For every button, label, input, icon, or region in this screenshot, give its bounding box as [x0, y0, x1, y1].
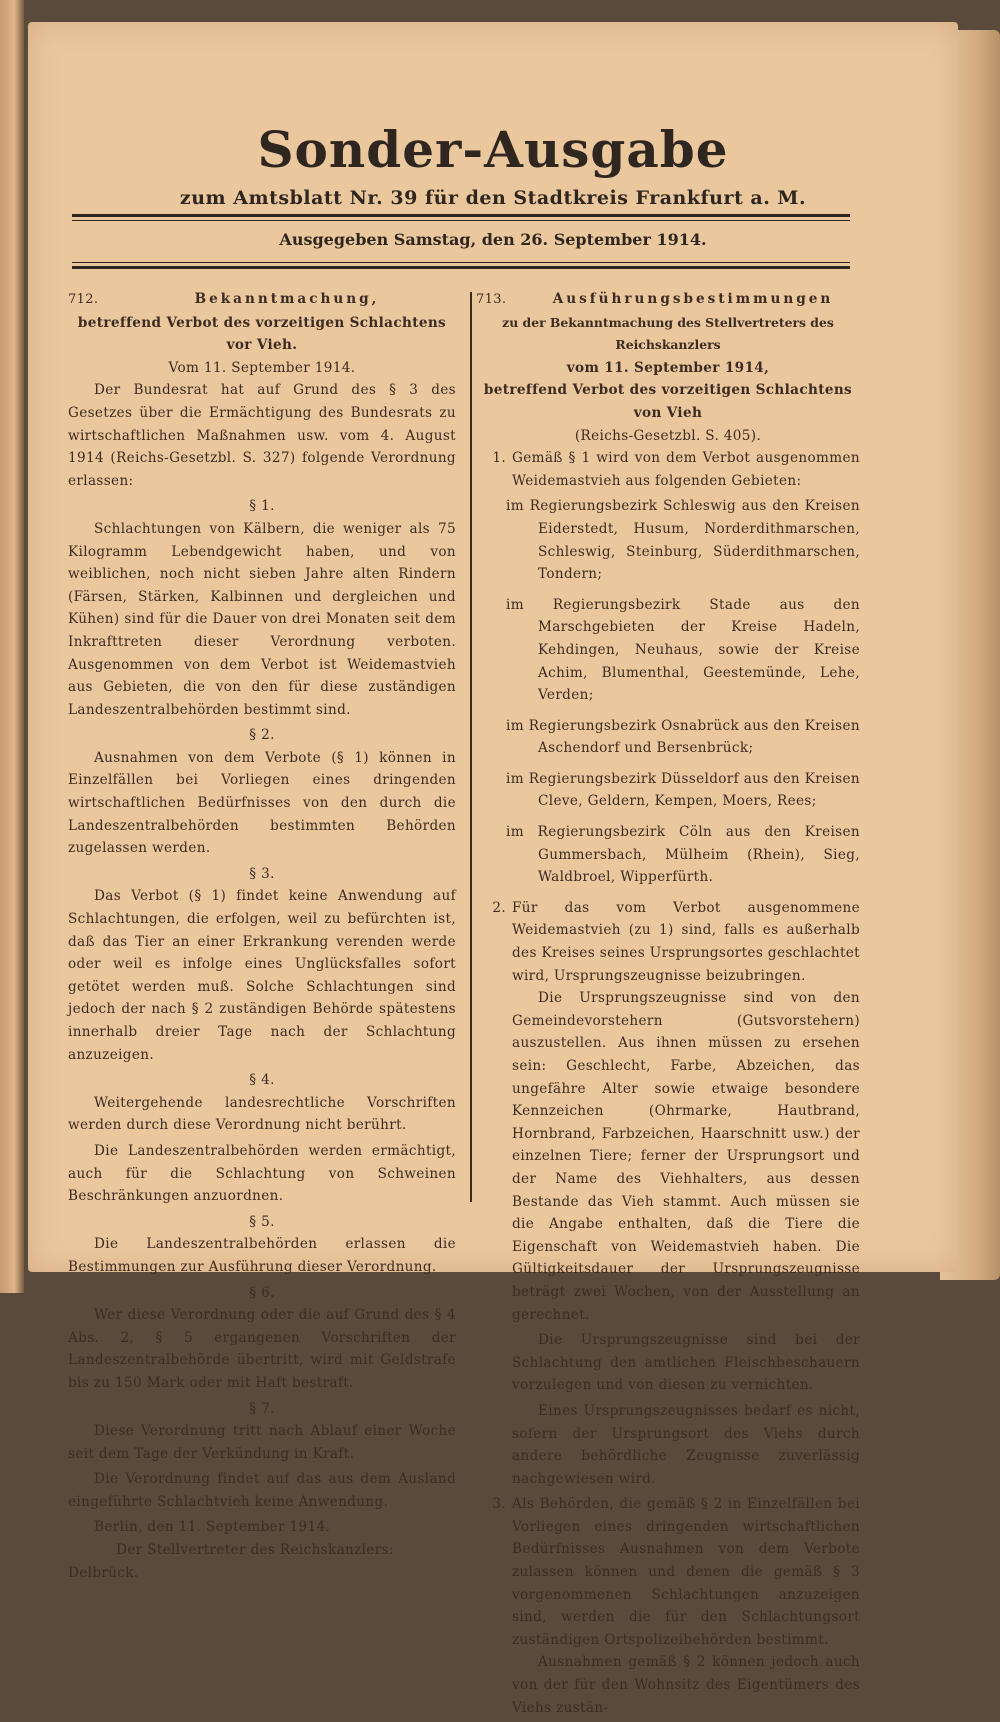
section-label: § 3.	[249, 865, 275, 882]
notice-heading: Bekanntmachung,	[194, 291, 380, 307]
section-paragraph: Ausnahmen von dem Verbote (§ 1) können in Einzelfällen bei Vorliegen eines dringenden wirtschaftlichen Bedürfnisses von den durch die Landeszentralbehörden bestimmten Behörden zugelassen werden.	[68, 749, 456, 857]
item-text: Als Behörden, die gemäß § 2 in Einzelfällen bei Vorliegen eines dringenden wirtschaftlichen Bedürfnisses Ausnahmen von dem Verbote zulassen können und denen die gemäß § 3 vorgenommenen Schlachtungen anzuzeigen sind, werden die für den Schlachtungsort zuständigen Ortspolizeibehörden bestimmt.	[512, 1496, 860, 1648]
right-column	[476, 288, 860, 1722]
notice-citation: (Reichs-Gesetzbl. S. 405).	[574, 427, 762, 444]
notice-reference: zu der Bekanntmachung des Stellvertreters des Reichskanzlers	[502, 314, 834, 353]
notice-date: Vom 11. September 1914.	[168, 359, 356, 376]
notice-sections	[68, 495, 456, 1513]
district-entry: im Regierungsbezirk Stade aus den Marschgebieten der Kreise Hadeln, Kehdingen, Neuhaus, sowie der Kreise Achim, Blumenthal, Geestemünde, Lehe, Verden;	[506, 596, 860, 704]
section-paragraph: Das Verbot (§ 1) findet keine Anwendung auf Schlachtungen, die erfolgen, weil zu befürchten ist, daß das Tier an einer Erkrankung verenden werde oder weil es infolge eines Unglücksfalles sofort getötet werden muß. Solche Schlachtungen sind jedoch der nach § 2 zuständigen Behörde spätestens innerhalb dreier Tage nach der Schlachtung anzuzeigen.	[68, 888, 456, 1063]
rule	[72, 262, 850, 263]
column-divider	[470, 292, 472, 1202]
section-label: § 2.	[249, 727, 275, 744]
section-label: § 4.	[249, 1072, 275, 1089]
item-number: 3.	[492, 1496, 506, 1513]
place-date: Berlin, den 11. September 1914.	[94, 1519, 331, 1536]
section-paragraph: Schlachtungen von Kälbern, die weniger als 75 Kilogramm Lebendgewicht haben, und von weiblichen, noch nicht sieben Jahre alten Rindern (Färsen, Stärken, Kalbinnen und dergleichen und Kühen) sind für die Dauer von drei Monaten seit dem Inkrafttreten dieser Verordnung verboten. Ausgenommen von dem Verbot ist Weidemastvieh aus Gebieten, die von den für diese zuständigen Landeszentralbehörden bestimmt sind.	[68, 520, 456, 718]
district-entry: im Regierungsbezirk Schleswig aus den Kreisen Eiderstedt, Husum, Norderdithmarschen, Schleswig, Steinburg, Süderdithmarschen, Tondern;	[506, 498, 860, 583]
item-text: Gemäß § 1 wird von dem Verbot ausgenommen Weidemastvieh aus folgenden Gebieten:	[512, 450, 860, 489]
item-number: 1.	[492, 450, 506, 467]
district-entry: im Regierungsbezirk Düsseldorf aus den Kreisen Cleve, Geldern, Kempen, Moers, Rees;	[506, 770, 860, 810]
section-paragraph: Die Verordnung findet auf das aus dem Ausland eingeführte Schlachtvieh keine Anwendung.	[68, 1471, 456, 1510]
masthead-subtitle: zum Amtsblatt Nr. 39 für den Stadtkreis Frankfurt a. M.	[179, 187, 807, 209]
notice-number: 713.	[476, 292, 507, 307]
notice-subject: betreffend Verbot des vorzeitigen Schlachtens vor Vieh.	[77, 314, 447, 354]
item-2	[476, 897, 860, 987]
item-paragraph: Die Ursprungszeugnisse sind von den Gemeindevorstehern (Gutsvorstehern) auszustellen. Aus ihnen müssen zu ersehen sein: Geschlecht, Farbe, Abzeichen, das ungefähre Alter sowie etwaige besondere Kennzeichen (Ohrmarke, Hautbrand, Hornbrand, Farbzeichen, Haarschnitt usw.) der einzelnen Tiere; ferner der Ursprungsort und der Name des Viehhalters, aus dessen Bestande das Vieh stammt. Auch müssen sie die Angabe enthalten, daß die Tiere die Eigenschaft von Weidemastvieh haben. Die Gültigkeitsdauer der Ursprungszeugnisse beträgt zwei Wochen, von der Ausstellung an gerechnet.	[512, 990, 860, 1323]
notice-number: 712.	[68, 292, 99, 307]
section-label: § 1.	[249, 498, 275, 515]
district-entry: im Regierungsbezirk Osnabrück aus den Kreisen Aschendorf und Bersenbrück;	[506, 717, 860, 757]
section-paragraph: Die Landeszentralbehörden werden ermächtigt, auch für die Schlachtung von Schweinen Beschränkungen anzuordnen.	[68, 1142, 456, 1205]
section-label: § 7.	[249, 1400, 275, 1417]
notice-heading: Ausführungsbestimmungen	[552, 291, 834, 307]
item-text: Für das vom Verbot ausgenommene Weidemastvieh (zu 1) sind, falls es außerhalb des Kreises seines Ursprungsortes geschlachtet wird, Ursprungszeugnisse beizubringen.	[512, 899, 860, 984]
item-3	[476, 1493, 860, 1651]
district-list	[476, 495, 860, 889]
section-paragraph: Diese Verordnung tritt nach Ablauf einer Woche seit dem Tage der Verkündung in Kraft.	[68, 1423, 456, 1462]
document-page	[28, 22, 958, 1716]
item-2-paragraphs	[512, 987, 860, 1490]
item-3-paragraphs	[512, 1651, 860, 1719]
section-label: § 5.	[249, 1213, 275, 1230]
section-paragraph: Die Landeszentralbehörden erlassen die Bestimmungen zur Ausführung dieser Verordnung.	[68, 1236, 456, 1275]
item-paragraph: Eines Ursprungszeugnisses bedarf es nicht, sofern der Ursprungsort des Viehs durch andere behördliche Zeugnisse zuverlässig nachgewiesen wird.	[512, 1402, 860, 1487]
signature: Der Stellvertreter des Reichskanzlers: Delbrück.	[68, 1542, 394, 1581]
section-paragraph: Wer diese Verordnung oder die auf Grund des § 4 Abs. 2, § 5 ergangenen Vorschriften der Landeszentralbehörde übertritt, wird mit Geldstrafe bis zu 150 Mark oder mit Haft bestraft.	[68, 1307, 456, 1391]
section-label: § 6.	[249, 1284, 275, 1301]
notice-date: vom 11. September 1914,	[566, 359, 770, 376]
notice-intro: Der Bundesrat hat auf Grund des § 3 des Gesetzes über die Ermächtigung des Bundesrats zu wirtschaftlichen Maßnahmen usw. vom 4. August 1914 (Reichs-Gesetzbl. S. 327) folgende Verordnung erlassen:	[68, 382, 456, 489]
issue-date: Ausgegeben Samstag, den 26. September 1914.	[279, 230, 707, 249]
item-number: 2.	[492, 899, 506, 916]
previous-page-edge	[0, 0, 24, 1293]
item-paragraph: Die Ursprungszeugnisse sind bei der Schlachtung den amtlichen Fleischbeschauern vorzulegen und von diesen zu vernichten.	[512, 1332, 860, 1394]
rule	[72, 266, 850, 269]
rule	[72, 214, 850, 217]
notice-subject: betreffend Verbot des vorzeitigen Schlachtens von Vieh	[483, 382, 853, 421]
rule	[72, 220, 850, 221]
item-paragraph: Ausnahmen gemäß § 2 können jedoch auch von der für den Wohnsitz des Eigentümers des Viehs zustän-	[512, 1654, 860, 1716]
masthead-title: Sonder-Ausgabe	[257, 120, 729, 179]
item-1	[476, 447, 860, 492]
section-paragraph: Weitergehende landesrechtliche Vorschriften werden durch diese Verordnung nicht berührt.	[68, 1094, 456, 1134]
left-column	[68, 288, 456, 1584]
district-entry: im Regierungsbezirk Cöln aus den Kreisen Gummersbach, Mülheim (Rhein), Sieg, Waldbroel, Wipperfürth.	[506, 824, 860, 886]
